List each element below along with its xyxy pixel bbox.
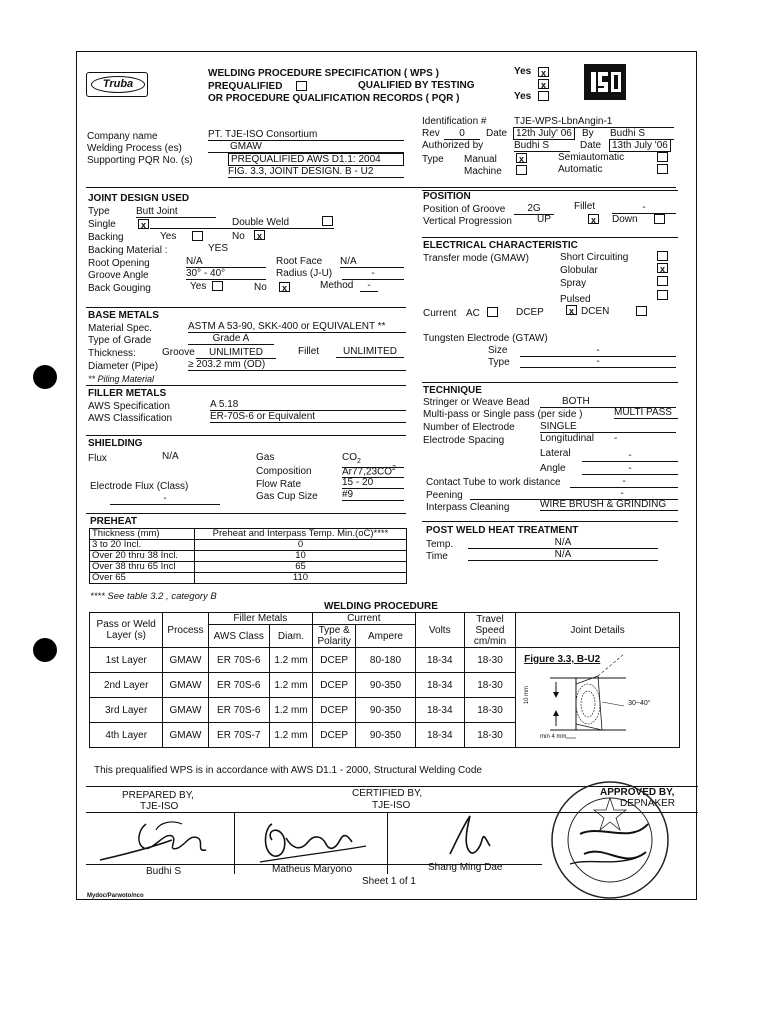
diam-cell: 1.2 mm <box>269 698 312 723</box>
tungsten-size-value: - <box>520 345 676 357</box>
double-weld-checkbox[interactable] <box>322 216 333 226</box>
dcep-checkbox[interactable]: x <box>566 305 577 315</box>
flow-rate-label: Flow Rate <box>256 479 302 490</box>
back-gouging-no-label: No <box>254 282 267 293</box>
aws-spec-value: A 5.18 <box>210 399 406 411</box>
joint-design-heading: JOINT DESIGN USED <box>88 193 190 204</box>
company-logo <box>86 72 148 97</box>
diam-cell: 1.2 mm <box>269 673 312 698</box>
back-gouging-yes-checkbox[interactable] <box>212 281 223 291</box>
pwht-temp-value: N/A <box>468 537 658 549</box>
lateral-value: - <box>582 450 678 462</box>
pulsed-label: Pulsed <box>560 294 591 305</box>
interpass-cleaning-value: WIRE BRUSH & GRINDING <box>540 499 678 511</box>
material-spec-label: Material Spec. <box>88 323 152 334</box>
base-metals-heading: BASE METALS <box>88 310 159 321</box>
col-polarity: Type & Polarity <box>313 625 356 648</box>
prepared-by-org: TJE-ISO <box>140 801 179 812</box>
ctwd-label: Contact Tube to work distance <box>426 477 561 488</box>
polarity-cell: DCEP <box>313 723 356 748</box>
thickness-fillet-value: UNLIMITED <box>336 346 404 358</box>
groove-angle-label: Groove Angle <box>88 270 149 281</box>
welding-procedure-heading: WELDING PROCEDURE <box>324 601 438 612</box>
rev-label: Rev <box>422 128 440 139</box>
name-budhi: Budhi S <box>146 866 182 877</box>
thickness-groove-value: UNLIMITED <box>196 347 276 359</box>
piling-note: ** Piling Material <box>88 374 155 384</box>
technique-heading: TECHNIQUE <box>423 385 482 396</box>
col-current: Current <box>313 613 416 625</box>
machine-checkbox[interactable] <box>516 165 527 175</box>
iso-logo-icon <box>584 64 626 100</box>
preheat-header-row <box>90 529 407 540</box>
diameter-label: Diameter (Pipe) <box>88 361 159 372</box>
signature-matheus <box>236 812 386 872</box>
class-cell: ER 70S-6 <box>208 648 269 673</box>
preheat-temp-cell: 10 <box>195 551 407 562</box>
polarity-cell: DCEP <box>313 698 356 723</box>
col-filler: Filler Metals <box>208 613 313 625</box>
footer-path: Mydoc/Parwoto/nco <box>87 893 144 899</box>
thickness-groove-label: Groove <box>162 347 195 358</box>
spray-label: Spray <box>560 278 587 289</box>
speed-cell: 18-30 <box>464 698 515 723</box>
spray-checkbox[interactable] <box>657 276 668 286</box>
welding-process-label: Welding Process (es) <box>87 143 182 154</box>
process-cell: GMAW <box>163 723 208 748</box>
speed-cell: 18-30 <box>464 673 515 698</box>
gas-cup-value: #9 <box>342 489 404 501</box>
angle-label: Angle <box>540 463 566 474</box>
col-diam: Diam. <box>269 625 312 648</box>
double-weld-label: Double Weld <box>150 217 334 229</box>
prepared-by-label: PREPARED BY, <box>122 790 194 801</box>
root-opening-value: N/A <box>186 256 266 268</box>
authorized-label: Authorized by <box>422 140 484 151</box>
method-value: - <box>360 280 378 292</box>
grade-label: Type of Grade <box>88 335 152 346</box>
pwht-temp-label: Temp. <box>426 539 454 550</box>
approval-stamp <box>540 774 680 904</box>
peening-value: - <box>470 488 678 500</box>
preheat-heading: PREHEAT <box>90 516 138 527</box>
process-cell: GMAW <box>163 648 208 673</box>
automatic-label: Automatic <box>558 164 603 175</box>
root-face-value: N/A <box>340 256 404 268</box>
interpass-cleaning-label: Interpass Cleaning <box>426 502 510 513</box>
thickness-label: Thickness: <box>88 348 136 359</box>
down-checkbox[interactable] <box>654 214 665 224</box>
procedure-header-row <box>90 613 680 625</box>
single-checkbox[interactable]: x <box>138 219 149 229</box>
preheat-thickness-cell: Over 38 thru 65 Incl <box>90 562 195 573</box>
preheat-note: **** See table 3.2 , category B <box>90 591 217 602</box>
composition-value: $Ar77,23CO^2$ <box>342 463 404 478</box>
preheat-table <box>89 528 407 584</box>
pqr-title: OR PROCEDURE QUALIFICATION RECORDS ( PQR ) <box>208 93 460 104</box>
fillet-label: Fillet <box>574 201 596 212</box>
identification-label: Identification # <box>422 116 487 127</box>
pulsed-checkbox[interactable] <box>657 290 668 300</box>
by-label: By <box>582 128 594 139</box>
semiautomatic-checkbox[interactable] <box>657 152 668 162</box>
position-groove-value: 2G <box>514 203 554 215</box>
section-divider <box>86 435 406 436</box>
composition-label: Composition <box>256 466 312 477</box>
gas-cup-label: Gas Cup Size <box>256 491 318 502</box>
joint-details-cell <box>516 648 680 748</box>
section-divider <box>422 521 678 522</box>
root-opening-label: Root Opening <box>88 258 150 269</box>
punch-hole <box>33 365 57 389</box>
grade-value: Grade A <box>188 333 274 345</box>
preheat-temp-cell: 0 <box>195 540 407 551</box>
joint-type-label: Type <box>88 206 110 217</box>
qualified-by-testing-label: QUALIFIED BY TESTING <box>358 80 475 91</box>
joint-diagram <box>516 648 672 748</box>
wps-title: WELDING PROCEDURE SPECIFICATION ( WPS ) <box>208 68 439 79</box>
type-label: Type <box>422 154 444 165</box>
ampere-cell: 90-350 <box>356 673 415 698</box>
preheat-thickness-cell: Over 20 thru 38 Incl. <box>90 551 195 562</box>
backing-material-value: YES <box>208 243 229 254</box>
diam-cell: 1.2 mm <box>269 648 312 673</box>
aws-spec-label: AWS Specification <box>88 401 170 412</box>
flux-label: Flux <box>88 453 107 464</box>
back-gouging-no-checkbox[interactable]: x <box>279 282 290 292</box>
gas-value: $CO_2$ <box>342 452 404 468</box>
backing-no-checkbox[interactable]: x <box>254 230 265 240</box>
fillet-value: - <box>612 202 676 214</box>
layer-cell: 4th Layer <box>90 723 163 748</box>
logo-text: Truba <box>91 76 145 93</box>
yes-label-3: Yes <box>514 91 532 102</box>
tungsten-size-label: Size <box>488 345 508 356</box>
signature-shang <box>400 806 540 866</box>
stringer-value: BOTH <box>540 396 676 408</box>
supporting-pqr-value: PREQUALIFIED AWS D1.1: 2004 <box>228 153 404 166</box>
yes-checkbox-2[interactable]: x <box>538 79 549 89</box>
backing-material-label: Backing Material : <box>88 245 168 256</box>
class-cell: ER 70S-6 <box>208 698 269 723</box>
ampere-cell: 80-180 <box>356 648 415 673</box>
figure-angle-label: 30~40° <box>628 700 651 707</box>
multipass-value: MULTI PASS <box>614 407 678 419</box>
backing-no-label: No <box>232 231 245 242</box>
angle-value: - <box>582 463 678 475</box>
thickness-fillet-label: Fillet <box>298 346 320 357</box>
prequalified-checkbox[interactable] <box>296 81 307 91</box>
volts-cell: 18-34 <box>415 673 464 698</box>
electrodes-label: Number of Electrode <box>423 422 515 433</box>
welding-procedure-table <box>89 612 680 748</box>
table-row <box>90 573 407 584</box>
diameter-value: ≥ 203.2 mm (OD) <box>188 359 406 371</box>
globular-checkbox[interactable]: x <box>657 263 668 273</box>
single-label: Single <box>88 219 116 230</box>
section-divider <box>86 187 676 188</box>
root-face-label: Root Face <box>276 256 323 267</box>
speed-cell: 18-30 <box>464 648 515 673</box>
prequalified-label: PREQUALIFIED <box>208 81 283 92</box>
section-divider <box>422 237 678 238</box>
flow-rate-value: 15 - 20 <box>342 477 404 489</box>
position-heading: POSITION <box>423 191 471 202</box>
up-checkbox[interactable]: x <box>588 214 599 224</box>
col-volts: Volts <box>415 613 464 648</box>
layer-cell: 1st Layer <box>90 648 163 673</box>
figure-reference: FIG. 3.3, JOINT DESIGN. B - U2 <box>228 166 404 178</box>
layer-cell: 3rd Layer <box>90 698 163 723</box>
method-label: Method <box>320 280 354 291</box>
speed-cell: 18-30 <box>464 723 515 748</box>
pwht-time-label: Time <box>426 551 448 562</box>
tungsten-label: Tungsten Electrode (GTAW) <box>423 333 548 344</box>
class-cell: ER 70S-6 <box>208 673 269 698</box>
preheat-col-temp: Preheat and Interpass Temp. Min.(oC)**** <box>195 529 407 540</box>
aws-statement: This prequalified WPS is in accordance with AWS D1.1 - 2000, Structural Welding Code <box>94 765 482 776</box>
peening-label: Peening <box>426 490 463 501</box>
lateral-label: Lateral <box>540 448 571 459</box>
backing-yes-checkbox[interactable] <box>192 231 203 241</box>
radius-label: Radius (J-U) <box>276 268 333 279</box>
col-process: Process <box>163 613 208 648</box>
back-gouging-yes-label: Yes <box>190 281 207 292</box>
table-row <box>90 562 407 573</box>
yes-checkbox-1[interactable]: x <box>538 67 549 77</box>
by-value: Budhi S <box>610 128 674 140</box>
tungsten-type-label: Type <box>488 357 510 368</box>
supporting-pqr-label: Supporting PQR No. (s) <box>87 155 193 166</box>
class-cell: ER 70S-7 <box>208 723 269 748</box>
sheet-number: Sheet 1 of 1 <box>362 876 416 887</box>
certified-by-label: CERTIFIED BY, <box>352 788 423 799</box>
preheat-temp-cell: 110 <box>195 573 407 584</box>
date2-label: Date <box>580 140 602 151</box>
section-divider <box>86 385 406 386</box>
up-label: UP <box>537 214 551 225</box>
volts-cell: 18-34 <box>415 698 464 723</box>
electrode-flux-value: - <box>110 493 220 505</box>
name-matheus: Matheus Maryono <box>272 864 353 875</box>
ac-label: AC <box>466 308 480 319</box>
volts-cell: 18-34 <box>415 648 464 673</box>
dcep-label: DCEP <box>516 307 544 318</box>
aws-class-value: ER-70S-6 or Equivalent <box>210 411 406 423</box>
polarity-cell: DCEP <box>313 648 356 673</box>
multipass-label: Multi-pass or Single pass (per side ) <box>423 409 583 420</box>
identification-value: TJE-WPS-LbnAngin-1 <box>514 116 674 128</box>
section-divider <box>86 513 406 514</box>
punch-hole <box>33 638 57 662</box>
diam-cell: 1.2 mm <box>269 723 312 748</box>
figure-title: Figure 3.3, B-U2 <box>524 654 601 665</box>
material-spec-value: ASTM A 53-90, SKK-400 or EQUIVALENT ** <box>188 321 406 333</box>
preheat-temp-cell: 65 <box>195 562 407 573</box>
filler-metals-heading: FILLER METALS <box>88 388 167 399</box>
section-divider <box>86 307 406 308</box>
tungsten-type-value: - <box>520 356 676 368</box>
preheat-thickness-cell: Over 65 <box>90 573 195 584</box>
electrode-flux-label: Electrode Flux (Class) <box>90 481 189 492</box>
table-row <box>90 540 407 551</box>
stringer-label: Stringer or Weave Bead <box>423 397 530 408</box>
name-shang: Shang Ming Dae <box>428 862 503 873</box>
dcen-label: DCEN <box>581 306 610 317</box>
approved-by-label: APPROVED BY, <box>600 787 675 798</box>
semiautomatic-label: Semiautomatic <box>558 152 625 163</box>
current-label: Current <box>423 308 457 319</box>
approved-by-org: DEPNAKER <box>620 798 676 809</box>
col-aws-class: AWS Class <box>208 625 269 648</box>
date-label: Date <box>486 128 508 139</box>
authorized-value: Budhi S <box>514 140 570 152</box>
date-value: 12th July' 06 <box>513 127 575 140</box>
manual-checkbox[interactable]: x <box>516 153 527 163</box>
short-circuiting-checkbox[interactable] <box>657 251 668 261</box>
section-divider <box>422 382 678 383</box>
backing-yes-label: Yes <box>160 231 177 242</box>
volts-cell: 18-34 <box>415 723 464 748</box>
flux-value: N/A <box>162 451 179 462</box>
iso-logo <box>584 64 626 100</box>
yes-label-1: Yes <box>514 66 532 77</box>
certified-by-org: TJE-ISO <box>372 800 411 811</box>
automatic-checkbox[interactable] <box>657 164 668 174</box>
down-label: Down <box>612 214 638 225</box>
polarity-cell: DCEP <box>313 673 356 698</box>
figure-min-label: min 4 mm <box>540 734 567 740</box>
radius-value: - <box>342 268 404 280</box>
col-travel: Travel Speed cm/min <box>464 613 515 648</box>
welding-process-value: GMAW <box>208 141 404 153</box>
preheat-col-thickness: Thickness (mm) <box>90 529 195 540</box>
process-cell: GMAW <box>163 698 208 723</box>
figure-dim-label: 10 mm <box>524 685 531 705</box>
vertical-progression-label: Vertical Progression <box>423 216 512 227</box>
joint-type-value: Butt Joint <box>136 206 216 218</box>
col-joint: Joint Details <box>516 613 680 648</box>
preheat-thickness-cell: 3 to 20 Incl. <box>90 540 195 551</box>
pwht-heading: POST WELD HEAT TREATMENT <box>426 525 579 536</box>
pwht-time-value: N/A <box>468 549 658 561</box>
transfer-mode-label: Transfer mode (GMAW) <box>423 253 529 264</box>
col-pass: Pass or Weld Layer (s) <box>90 613 163 648</box>
table-row <box>90 551 407 562</box>
ac-checkbox[interactable] <box>487 307 498 317</box>
ampere-cell: 90-350 <box>356 698 415 723</box>
layer-cell: 2nd Layer <box>90 673 163 698</box>
longitudinal-label: Longitudinal <box>540 433 594 444</box>
ampere-cell: 90-350 <box>356 723 415 748</box>
electrode-spacing-label: Electrode Spacing <box>423 435 505 446</box>
globular-label: Globular <box>560 265 598 276</box>
rev-value: 0 <box>444 128 480 140</box>
electrodes-value: SINGLE <box>540 421 676 433</box>
gas-label: Gas <box>256 452 275 463</box>
back-gouging-label: Back Gouging <box>88 283 151 294</box>
short-circuiting-label: Short Circuiting <box>560 252 629 263</box>
date2-value: 13th July '06 <box>609 139 671 152</box>
col-ampere: Ampere <box>356 625 415 648</box>
ctwd-value: - <box>570 476 678 488</box>
machine-label: Machine <box>464 166 502 177</box>
backing-label: Backing <box>88 232 124 243</box>
company-name-value: PT. TJE-ISO Consortium <box>208 129 404 141</box>
dcen-checkbox[interactable] <box>636 306 647 316</box>
electrical-heading: ELECTRICAL CHARACTERISTIC <box>423 240 578 251</box>
process-cell: GMAW <box>163 673 208 698</box>
longitudinal-value: - <box>614 433 618 444</box>
yes-checkbox-3[interactable] <box>538 91 549 101</box>
signature-budhi <box>86 812 246 872</box>
groove-angle-value: 30° - 40° <box>186 268 266 280</box>
position-groove-label: Position of Groove <box>423 204 506 215</box>
company-name-label: Company name <box>87 131 158 142</box>
manual-label: Manual <box>464 154 497 165</box>
aws-class-label: AWS Classification <box>88 413 173 424</box>
table-row <box>90 648 680 673</box>
shielding-heading: SHIELDING <box>88 438 143 449</box>
